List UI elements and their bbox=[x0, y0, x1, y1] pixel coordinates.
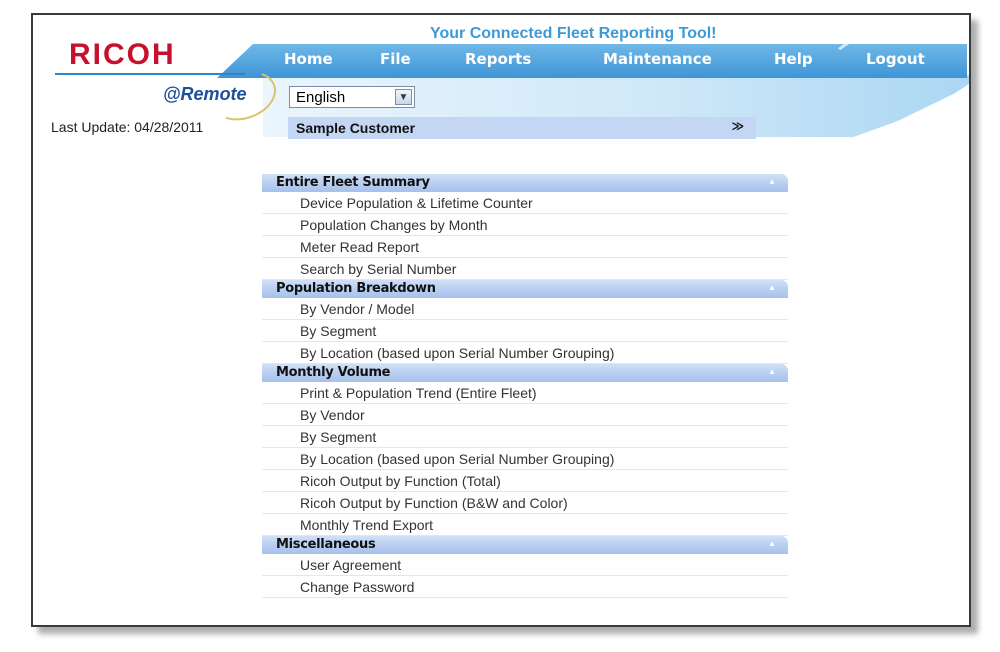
collapse-icon[interactable]: ▲ bbox=[768, 283, 776, 292]
collapse-icon[interactable]: ▲ bbox=[768, 177, 776, 186]
menu-item[interactable] bbox=[262, 470, 788, 492]
section-header-miscellaneous[interactable] bbox=[262, 536, 788, 554]
menu-item-label: By Location (based upon Serial Number Grouping) bbox=[300, 451, 615, 467]
section-title: Miscellaneous bbox=[276, 537, 376, 552]
menu-item-label: Change Password bbox=[300, 579, 415, 595]
menu-item[interactable] bbox=[262, 576, 788, 598]
double-chevron-down-icon[interactable]: ≫ bbox=[731, 119, 744, 133]
menu-item[interactable] bbox=[262, 236, 788, 258]
menu-item[interactable] bbox=[262, 320, 788, 342]
menu-item-label: Search by Serial Number bbox=[300, 261, 457, 277]
nav-logout[interactable]: Logout bbox=[866, 50, 925, 68]
section-title: Monthly Volume bbox=[276, 365, 391, 380]
ricoh-logo[interactable]: RICOH bbox=[69, 38, 176, 71]
last-update-text: Last Update: 04/28/2011 bbox=[51, 119, 204, 135]
menu-item[interactable] bbox=[262, 554, 788, 576]
section-header-entire-fleet-summary[interactable] bbox=[262, 174, 788, 192]
section-header-population-breakdown[interactable] bbox=[262, 280, 788, 298]
menu-item-label: By Vendor bbox=[300, 407, 365, 423]
tagline: Your Connected Fleet Reporting Tool! bbox=[430, 25, 717, 42]
menu-item[interactable] bbox=[262, 448, 788, 470]
menu-item-label: Monthly Trend Export bbox=[300, 517, 434, 533]
nav-help[interactable]: Help bbox=[774, 50, 813, 68]
main-nav bbox=[33, 50, 969, 72]
collapse-icon[interactable]: ▲ bbox=[768, 367, 776, 376]
language-select[interactable] bbox=[289, 86, 415, 108]
menu-item[interactable] bbox=[262, 342, 788, 364]
menu-item-label: User Agreement bbox=[300, 557, 402, 573]
menu-item-label: Ricoh Output by Function (Total) bbox=[300, 473, 501, 489]
menu-item-label: By Segment bbox=[300, 429, 377, 445]
section-header-monthly-volume[interactable] bbox=[262, 364, 788, 382]
section-title: Population Breakdown bbox=[276, 281, 436, 296]
customer-select-value: Sample Customer bbox=[296, 120, 416, 136]
app-window bbox=[31, 13, 971, 627]
section-title: Entire Fleet Summary bbox=[276, 175, 430, 190]
collapse-icon[interactable]: ▲ bbox=[768, 539, 776, 548]
menu-item[interactable] bbox=[262, 492, 788, 514]
chevron-down-icon[interactable]: ▼ bbox=[395, 89, 412, 105]
menu-item-label: Print & Population Trend (Entire Fleet) bbox=[300, 385, 537, 401]
customer-select[interactable] bbox=[288, 117, 756, 139]
menu-item[interactable] bbox=[262, 382, 788, 404]
logo-underline bbox=[55, 73, 245, 75]
nav-reports[interactable]: Reports bbox=[465, 50, 532, 68]
menu-item-label: Ricoh Output by Function (B&W and Color) bbox=[300, 495, 568, 511]
nav-file[interactable]: File bbox=[380, 50, 411, 68]
report-menu bbox=[262, 174, 788, 598]
remote-logo: @Remote bbox=[163, 84, 247, 104]
language-select-value: English bbox=[296, 89, 346, 106]
nav-maintenance[interactable]: Maintenance bbox=[603, 50, 712, 68]
menu-item-label: Meter Read Report bbox=[300, 239, 420, 255]
nav-home[interactable]: Home bbox=[284, 50, 333, 68]
menu-item[interactable] bbox=[262, 514, 788, 536]
menu-item-label: By Location (based upon Serial Number Grouping) bbox=[300, 345, 615, 361]
menu-item[interactable] bbox=[262, 298, 788, 320]
menu-item-label: Population Changes by Month bbox=[300, 217, 488, 233]
menu-item[interactable] bbox=[262, 404, 788, 426]
menu-item[interactable] bbox=[262, 258, 788, 280]
menu-item-label: By Vendor / Model bbox=[300, 301, 415, 317]
menu-item-label: Device Population & Lifetime Counter bbox=[300, 195, 533, 211]
menu-item[interactable] bbox=[262, 426, 788, 448]
menu-item[interactable] bbox=[262, 192, 788, 214]
menu-item[interactable] bbox=[262, 214, 788, 236]
menu-item-label: By Segment bbox=[300, 323, 377, 339]
